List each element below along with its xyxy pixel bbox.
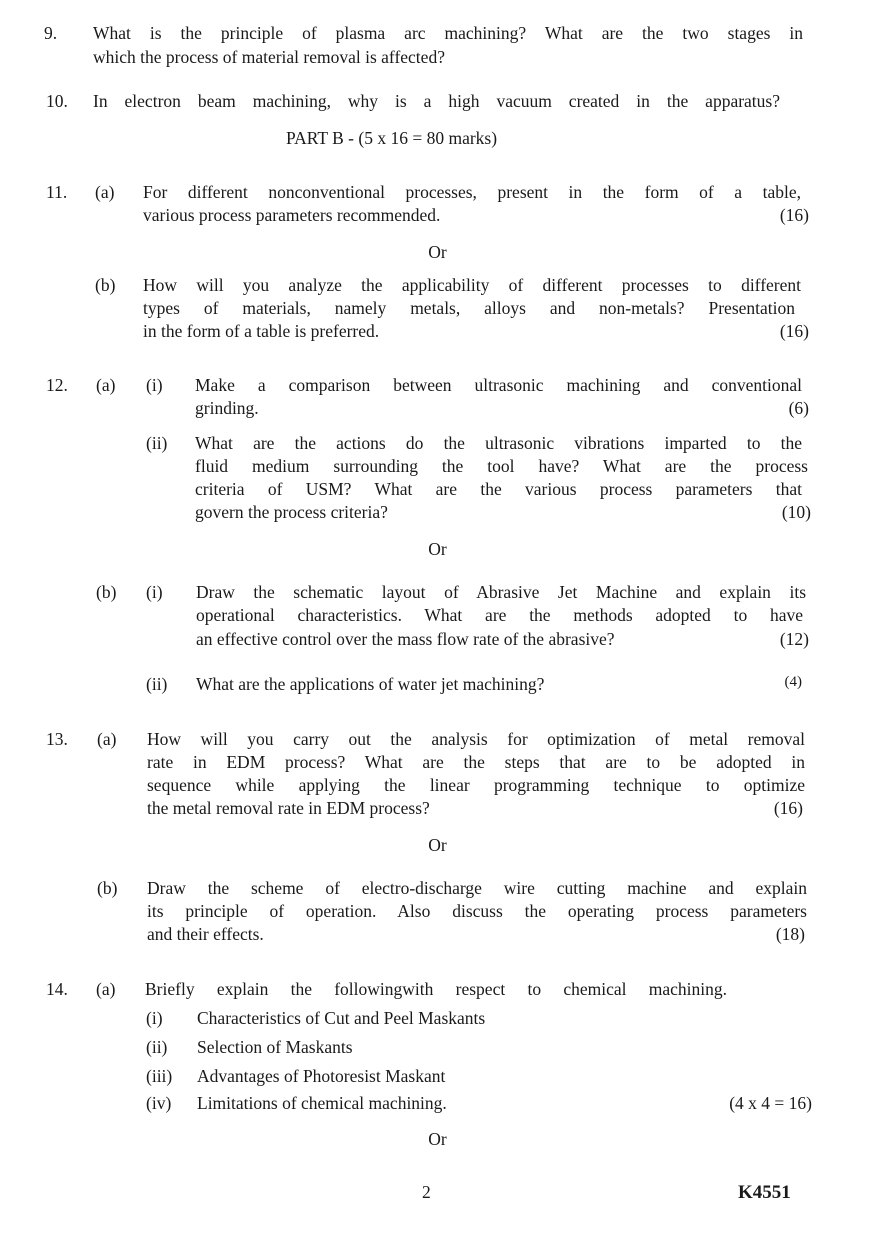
question-12a-i-marks: (6) — [788, 398, 809, 418]
page-number: 2 — [422, 1182, 431, 1202]
part-b-heading: PART B - (5 x 16 = 80 marks) — [286, 128, 498, 148]
question-10-number: 10. — [46, 91, 68, 111]
question-12b-i-line-3: an effective control over the mass flow rate of the abrasive? — [196, 629, 615, 649]
question-12a-ii-marks: (10) — [781, 502, 811, 522]
question-12a-ii-line-1: What are the actions do the ultrasonic vibrations imparted to the — [195, 433, 802, 453]
question-9-number: 9. — [44, 23, 58, 43]
question-11a-line-2: various process parameters recommended. — [143, 205, 441, 225]
question-12b-i-marks: (12) — [779, 629, 809, 649]
question-13a-line-4: the metal removal rate in EDM process? — [147, 798, 430, 818]
question-12a-ii-line-4: govern the process criteria? — [195, 502, 388, 522]
question-12b-ii-line-1: What are the applications of water jet machining? — [196, 674, 545, 694]
question-12b-ii-marks: (4) — [784, 674, 802, 690]
question-14a-item-label: (ii) — [146, 1037, 168, 1057]
question-11b-label: (b) — [95, 275, 116, 295]
question-13b-label: (b) — [97, 878, 118, 898]
question-12-number: 12. — [46, 375, 68, 395]
paper-code: K4551 — [738, 1182, 791, 1203]
question-14a-item-label: (iii) — [146, 1066, 173, 1086]
question-9-text-line-1: What is the principle of plasma arc machining? What are the two stages in — [93, 23, 803, 43]
or-divider: Or — [428, 539, 447, 559]
question-14a-line-1: Briefly explain the followingwith respect to chemical machining. — [145, 979, 727, 999]
question-13a-line-3: sequence while applying the linear programming technique to optimize — [147, 775, 805, 795]
question-12a-i-line-1: Make a comparison between ultrasonic machining and conventional — [195, 375, 802, 395]
question-14a-label: (a) — [96, 979, 116, 999]
question-13a-marks: (16) — [773, 798, 803, 818]
question-14a-item-label: (iv) — [146, 1093, 172, 1113]
question-13a-line-1: How will you carry out the analysis for optimization of metal removal — [147, 729, 805, 749]
question-12a-i-line-2: grinding. — [195, 398, 259, 418]
question-13b-line-3: and their effects. — [147, 924, 264, 944]
question-13-number: 13. — [46, 729, 68, 749]
question-14a-item-text: Selection of Maskants — [197, 1037, 353, 1057]
question-13a-line-2: rate in EDM process? What are the steps that are to be adopted in — [147, 752, 805, 772]
question-12a-ii-label: (ii) — [146, 433, 168, 453]
question-10-text: In electron beam machining, why is a high vacuum created in the apparatus? — [93, 91, 780, 111]
question-14a-item-label: (i) — [146, 1008, 163, 1028]
question-11a-line-1: For different nonconventional processes, present in the form of a table, — [143, 182, 801, 202]
question-11b-line-1: How will you analyze the applicability of different processes to different — [143, 275, 801, 295]
question-13a-label: (a) — [97, 729, 117, 749]
question-12b-ii-label: (ii) — [146, 674, 168, 694]
question-11a-label: (a) — [95, 182, 115, 202]
question-12a-ii-line-2: fluid medium surrounding the tool have? What are the process — [195, 456, 808, 476]
or-divider: Or — [428, 835, 447, 855]
question-11-number: 11. — [46, 182, 68, 202]
question-13b-marks: (18) — [775, 924, 805, 944]
question-14a-marks: (4 x 4 = 16) — [729, 1093, 812, 1113]
question-14a-item-text: Limitations of chemical machining. — [197, 1093, 447, 1113]
or-divider: Or — [428, 1129, 447, 1149]
question-12b-i-line-1: Draw the schematic layout of Abrasive Jet Machine and explain its — [196, 582, 806, 602]
question-13b-line-1: Draw the scheme of electro-discharge wire cutting machine and explain — [147, 878, 807, 898]
question-12a-label: (a) — [96, 375, 116, 395]
question-12a-i-label: (i) — [146, 375, 163, 395]
question-14-number: 14. — [46, 979, 68, 999]
question-14a-item-text: Characteristics of Cut and Peel Maskants — [197, 1008, 486, 1028]
question-13b-line-2: its principle of operation. Also discuss the operating process parameters — [147, 901, 807, 921]
question-11b-marks: (16) — [779, 321, 809, 341]
question-11b-line-3: in the form of a table is preferred. — [143, 321, 380, 341]
question-9-text-line-2: which the process of material removal is affected? — [93, 47, 445, 67]
question-12b-i-label: (i) — [146, 582, 163, 602]
question-12b-i-line-2: operational characteristics. What are the methods adopted to have — [196, 605, 803, 625]
or-divider: Or — [428, 242, 447, 262]
question-12a-ii-line-3: criteria of USM? What are the various process parameters that — [195, 479, 802, 499]
question-11a-marks: (16) — [779, 205, 809, 225]
question-14a-item-text: Advantages of Photoresist Maskant — [197, 1066, 446, 1086]
question-12b-label: (b) — [96, 582, 117, 602]
question-11b-line-2: types of materials, namely metals, alloys and non-metals? Presentation — [143, 298, 795, 318]
